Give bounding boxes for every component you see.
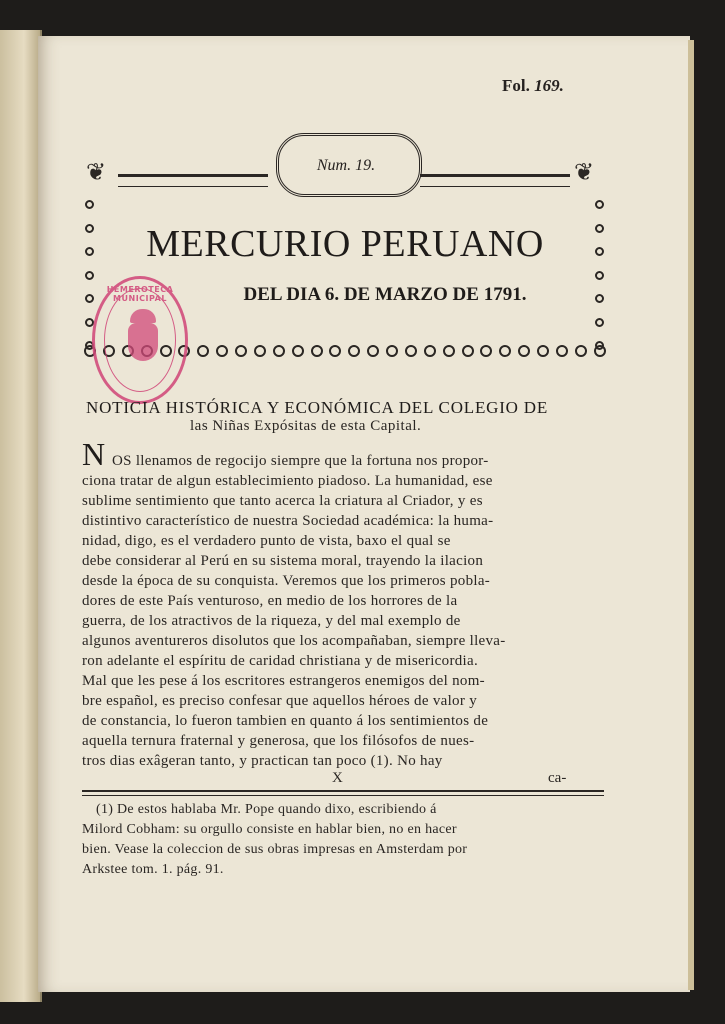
coat-of-arms-icon	[128, 323, 158, 361]
scroll-ornament-left-icon: ❦	[86, 158, 107, 186]
masthead-title: MERCURIO PERUANO	[146, 223, 544, 265]
folio-label: Fol.	[502, 76, 530, 95]
ornament-rule-right	[420, 174, 570, 187]
footnote-line: (1) De estos hablaba Mr. Pope quando dixo, escribiendo á	[96, 802, 437, 817]
footnote-rule	[82, 790, 604, 796]
footnote-line: bien. Vease la coleccion de sus obras impresas en Amsterdam por	[82, 842, 468, 857]
article-subheadline: las Niñas Expósitas de esta Capital.	[190, 418, 422, 434]
body-line: algunos aventureros disolutos que los acompañaban, siempre lleva-	[82, 633, 506, 649]
scroll-ornament-right-icon: ❦	[574, 158, 595, 186]
body-line: OS llenamos de regocijo siempre que la fortuna nos propor-	[112, 453, 489, 469]
body-line: aquella ternura fraternal y generosa, que los filósofos de nues-	[82, 733, 475, 749]
body-line: dores de este País venturoso, en medio de los horrores de la	[82, 593, 458, 609]
signature-mark: X	[332, 770, 343, 786]
issue-number: Num. 19.	[316, 157, 376, 174]
footnote-line: Milord Cobham: su orgullo consiste en hablar bien, no en hacer	[82, 822, 457, 837]
body-line: de constancia, lo fueron tambien en quanto á los sentimientos de	[82, 713, 489, 729]
body-line: tros dias exâgeran tanto, y practican tan poco (1). No hay	[82, 753, 443, 769]
folio-value: 169.	[534, 76, 564, 95]
body-line: ciona tratar de algun establecimiento piadoso. La humanidad, ese	[82, 473, 493, 489]
body-line: bre español, es preciso confesar que aquellos héroes de valor y	[82, 693, 478, 709]
body-line: Mal que les pese á los escritores estrangeros enemigos del nom-	[82, 673, 485, 689]
article-headline: NOTICIA HISTÓRICA Y ECONÓMICA DEL COLEGIO DE	[86, 398, 549, 417]
body-line: ron adelante el espíritu de caridad christiana y de misericordia.	[82, 653, 479, 669]
frame-border-right	[594, 200, 604, 350]
footnote-line: Arkstee tom. 1. pág. 91.	[82, 862, 224, 877]
page-fore-edge	[688, 40, 694, 990]
body-line: guerra, de los atractivos de la riqueza, y del mal exemplo de	[82, 613, 461, 629]
body-line: desde la época de su conquista. Veremos que los primeros pobla-	[82, 573, 491, 589]
body-line: sublime sentimiento que tanto acerca la criatura al Criador, y es	[82, 493, 483, 509]
body-line: nidad, digo, es el verdadero punto de vista, baxo el qual se	[82, 533, 451, 549]
drop-cap: N	[82, 436, 106, 472]
body-line: distintivo característico de nuestra Sociedad académica: la huma-	[82, 513, 494, 529]
crown-icon	[130, 309, 156, 323]
body-line: debe considerar al Perú en su sistema moral, trayendo la ilacion	[82, 553, 484, 569]
facing-page-edge	[0, 30, 42, 1002]
folio-number	[502, 76, 564, 96]
masthead-dateline: DEL DIA 6. DE MARZO DE 1791.	[243, 284, 527, 305]
stamp-text: HEMEROTECA MUNICIPAL	[106, 285, 174, 303]
catchword: ca-	[548, 770, 567, 786]
ornament-rule-left	[118, 174, 268, 187]
library-stamp	[92, 276, 188, 404]
